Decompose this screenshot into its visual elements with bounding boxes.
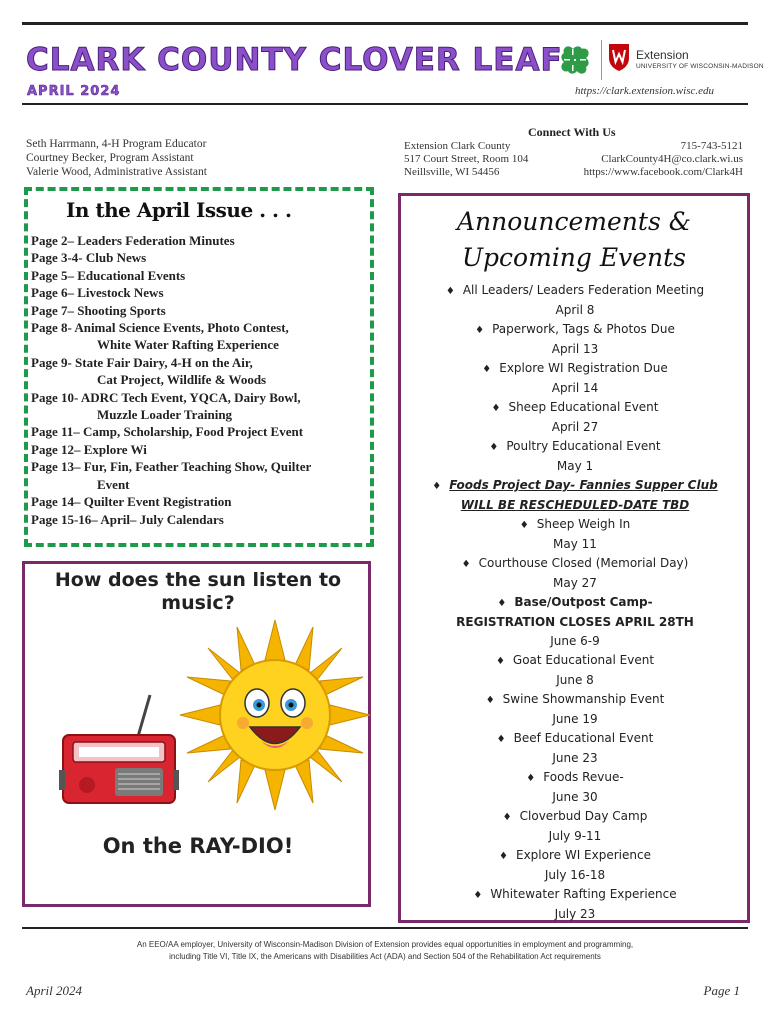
announcement-text: June 6-9 (550, 634, 600, 648)
announcement-text: May 1 (556, 459, 594, 473)
announcement-text: Explore WI Experience (515, 848, 651, 862)
facebook-link[interactable]: https://www.facebook.com/Clark4H (583, 166, 743, 178)
issue-item: Page 14– Quilter Event Registration (31, 494, 232, 510)
announcement-text: Swine Showmanship Event (502, 692, 665, 706)
announcement-line (410, 632, 740, 651)
diamond-bullet-icon: ♦ (502, 812, 512, 823)
announcement-line (410, 613, 740, 632)
joke-question: How does the sun listen to music? (54, 569, 342, 614)
eeo-statement (60, 939, 710, 963)
contact-details (584, 140, 743, 179)
footer-date: April 2024 (26, 983, 82, 998)
university-wordmark: UNIVERSITY OF WISCONSIN-MADISON (636, 63, 764, 70)
diamond-bullet-icon: ♦ (496, 734, 506, 745)
announcement-line (410, 846, 740, 866)
announcement-text: April 14 (551, 381, 599, 395)
issue-item: Page 9- State Fair Dairy, 4-H on the Air, (31, 354, 253, 370)
logo-divider (601, 40, 602, 80)
announcement-text: June 19 (552, 712, 598, 726)
announcement-line (410, 281, 740, 301)
diamond-bullet-icon: ♦ (491, 403, 501, 414)
announcement-line (410, 866, 740, 885)
announcement-text: July 16-18 (544, 868, 606, 882)
announcement-line (410, 554, 740, 574)
diamond-bullet-icon: ♦ (475, 325, 485, 336)
announcement-line (410, 690, 740, 710)
issue-item: Muzzle Loader Training (97, 407, 233, 423)
issue-item: Event (97, 476, 130, 492)
announcement-line (410, 437, 740, 457)
issue-item: Page 6– Livestock News (31, 285, 164, 301)
diamond-bullet-icon: ♦ (445, 286, 455, 297)
announcement-text: Cloverbud Day Camp (519, 809, 648, 823)
announcement-line (410, 379, 740, 398)
announcement-text: May 27 (553, 576, 597, 590)
announcement-line (410, 651, 740, 671)
diamond-bullet-icon: ♦ (519, 520, 529, 531)
diamond-bullet-icon: ♦ (432, 481, 442, 492)
announcement-line (410, 729, 740, 749)
announcement-text: Sheep Educational Event (508, 400, 659, 414)
announcement-text: Sheep Weigh In (536, 517, 631, 531)
issue-date: APRIL 2024 (27, 84, 121, 99)
issue-title: In the April Issue . . . (66, 198, 292, 222)
announcements-title (398, 204, 750, 276)
diamond-bullet-icon: ♦ (461, 559, 471, 570)
announcement-text: REGISTRATION CLOSES APRIL 28TH (456, 615, 694, 629)
staff-line: Seth Harrmann, 4-H Program Educator (26, 138, 207, 150)
announcements-title-line: Announcements & (457, 207, 691, 236)
issue-item: Page 5– Educational Events (31, 267, 186, 283)
issue-contents-list (31, 232, 371, 528)
announcement-text: All Leaders/ Leaders Federation Meeting (462, 283, 705, 297)
diamond-bullet-icon: ♦ (499, 851, 508, 862)
address-line: Neillsville, WI 54456 (404, 166, 500, 178)
announcement-line (410, 593, 740, 613)
announcement-text: Foods Revue- (543, 770, 624, 784)
announcement-line (410, 301, 740, 320)
issue-item: Page 11– Camp, Scholarship, Food Project Event (31, 424, 304, 440)
diamond-bullet-icon: ♦ (495, 656, 505, 667)
announcement-text: June 30 (552, 790, 598, 804)
footer-rule (22, 927, 748, 929)
announcement-text: June 8 (556, 673, 594, 687)
sun-illustration (175, 615, 375, 815)
announcements-list (410, 281, 740, 924)
announcement-text: Courthouse Closed (Memorial Day) (478, 556, 689, 570)
connect-title: Connect With Us (528, 125, 616, 139)
address-line: Extension Clark County (404, 140, 511, 152)
announcement-text: Explore WI Registration Due (499, 361, 668, 375)
issue-item: Page 13– Fur, Fin, Feather Teaching Show, Quilter (31, 459, 312, 475)
announcement-line (410, 340, 740, 359)
announcement-line (410, 320, 740, 340)
announcement-line (410, 768, 740, 788)
announcement-text: April 13 (551, 342, 599, 356)
announcement-text: Paperwork, Tags & Photos Due (492, 322, 675, 336)
announcements-title-line: Upcoming Events (461, 243, 687, 272)
announcement-line (410, 671, 740, 690)
announcement-text: July 23 (554, 907, 596, 921)
announcement-text: Poultry Educational Event (506, 439, 661, 453)
address-line: 517 Court Street, Room 104 (404, 153, 529, 165)
announcement-line (410, 710, 740, 729)
announcement-line (410, 905, 740, 924)
announcement-line (410, 457, 740, 476)
radio-illustration (55, 690, 185, 810)
announcement-text: Base/Outpost Camp- (514, 595, 653, 609)
staff-list (26, 137, 207, 179)
issue-item: Cat Project, Wildlife & Woods (97, 372, 267, 388)
issue-item: Page 10- ADRC Tech Event, YQCA, Dairy Bowl, (31, 389, 301, 405)
contact-address (404, 140, 528, 179)
announcement-text: May 11 (553, 537, 597, 551)
announcement-text: Beef Educational Event (513, 731, 654, 745)
issue-item: Page 3-4- Club News (31, 250, 147, 266)
extension-url[interactable]: https://clark.extension.wisc.edu (575, 85, 714, 97)
announcement-line (410, 535, 740, 554)
staff-line: Valerie Wood, Administrative Assistant (26, 166, 207, 178)
announcement-line (410, 496, 740, 515)
email-link[interactable]: ClarkCounty4H@co.clark.wi.us (601, 153, 743, 165)
issue-item: Page 15-16– April– July Calendars (31, 511, 224, 527)
announcement-line (410, 574, 740, 593)
announcement-line (410, 515, 740, 535)
announcement-text: July 9-11 (548, 829, 602, 843)
diamond-bullet-icon: ♦ (485, 695, 495, 706)
page-number: Page 1 (703, 983, 740, 998)
diamond-bullet-icon: ♦ (497, 598, 507, 609)
announcement-text: Whitewater Rafting Experience (490, 887, 677, 901)
issue-item: White Water Rafting Experience (97, 337, 279, 353)
diamond-bullet-icon: ♦ (489, 442, 499, 453)
4h-clover-icon (553, 38, 597, 82)
joke-answer: On the RAY-DIO! (102, 834, 294, 858)
announcement-line (410, 788, 740, 807)
announcement-line (410, 476, 740, 496)
extension-wordmark: Extension (636, 48, 689, 62)
eeo-line: including Title VI, Title IX, the Americans with Disabilities Act (ADA) and Section 504 of the Rehabilitation Act requirements (169, 952, 601, 961)
issue-item: Page 12– Explore Wi (31, 441, 147, 457)
announcement-line (410, 749, 740, 768)
issue-item: Page 8- Animal Science Events, Photo Contest, (31, 320, 289, 336)
announcement-text: Foods Project Day- Fannies Supper Club (449, 478, 718, 492)
newsletter-title: CLARK COUNTY CLOVER LEAF (26, 42, 563, 78)
announcement-text: Goat Educational Event (512, 653, 655, 667)
diamond-bullet-icon: ♦ (526, 773, 536, 784)
staff-line: Courtney Becker, Program Assistant (26, 152, 194, 164)
top-rule (22, 22, 748, 25)
announcement-text: April 27 (551, 420, 599, 434)
announcement-line (410, 807, 740, 827)
announcement-line (410, 359, 740, 379)
diamond-bullet-icon: ♦ (473, 890, 483, 901)
uw-crest-icon (607, 42, 631, 72)
announcement-text: WILL BE RESCHEDULED-DATE TBD (460, 498, 690, 512)
announcement-line (410, 398, 740, 418)
header-rule (22, 103, 748, 105)
announcement-line (410, 885, 740, 905)
announcement-text: April 8 (555, 303, 595, 317)
announcement-line (410, 827, 740, 846)
diamond-bullet-icon: ♦ (482, 364, 492, 375)
announcement-text: June 23 (552, 751, 598, 765)
eeo-line: An EEO/AA employer, University of Wisconsin-Madison Division of Extension provides equal opportunities in employment and programming, (136, 940, 634, 949)
announcement-line (410, 418, 740, 437)
phone-number: 715-743-5121 (680, 140, 743, 152)
issue-item: Page 2– Leaders Federation Minutes (31, 233, 235, 248)
issue-item: Page 7– Shooting Sports (31, 302, 166, 318)
